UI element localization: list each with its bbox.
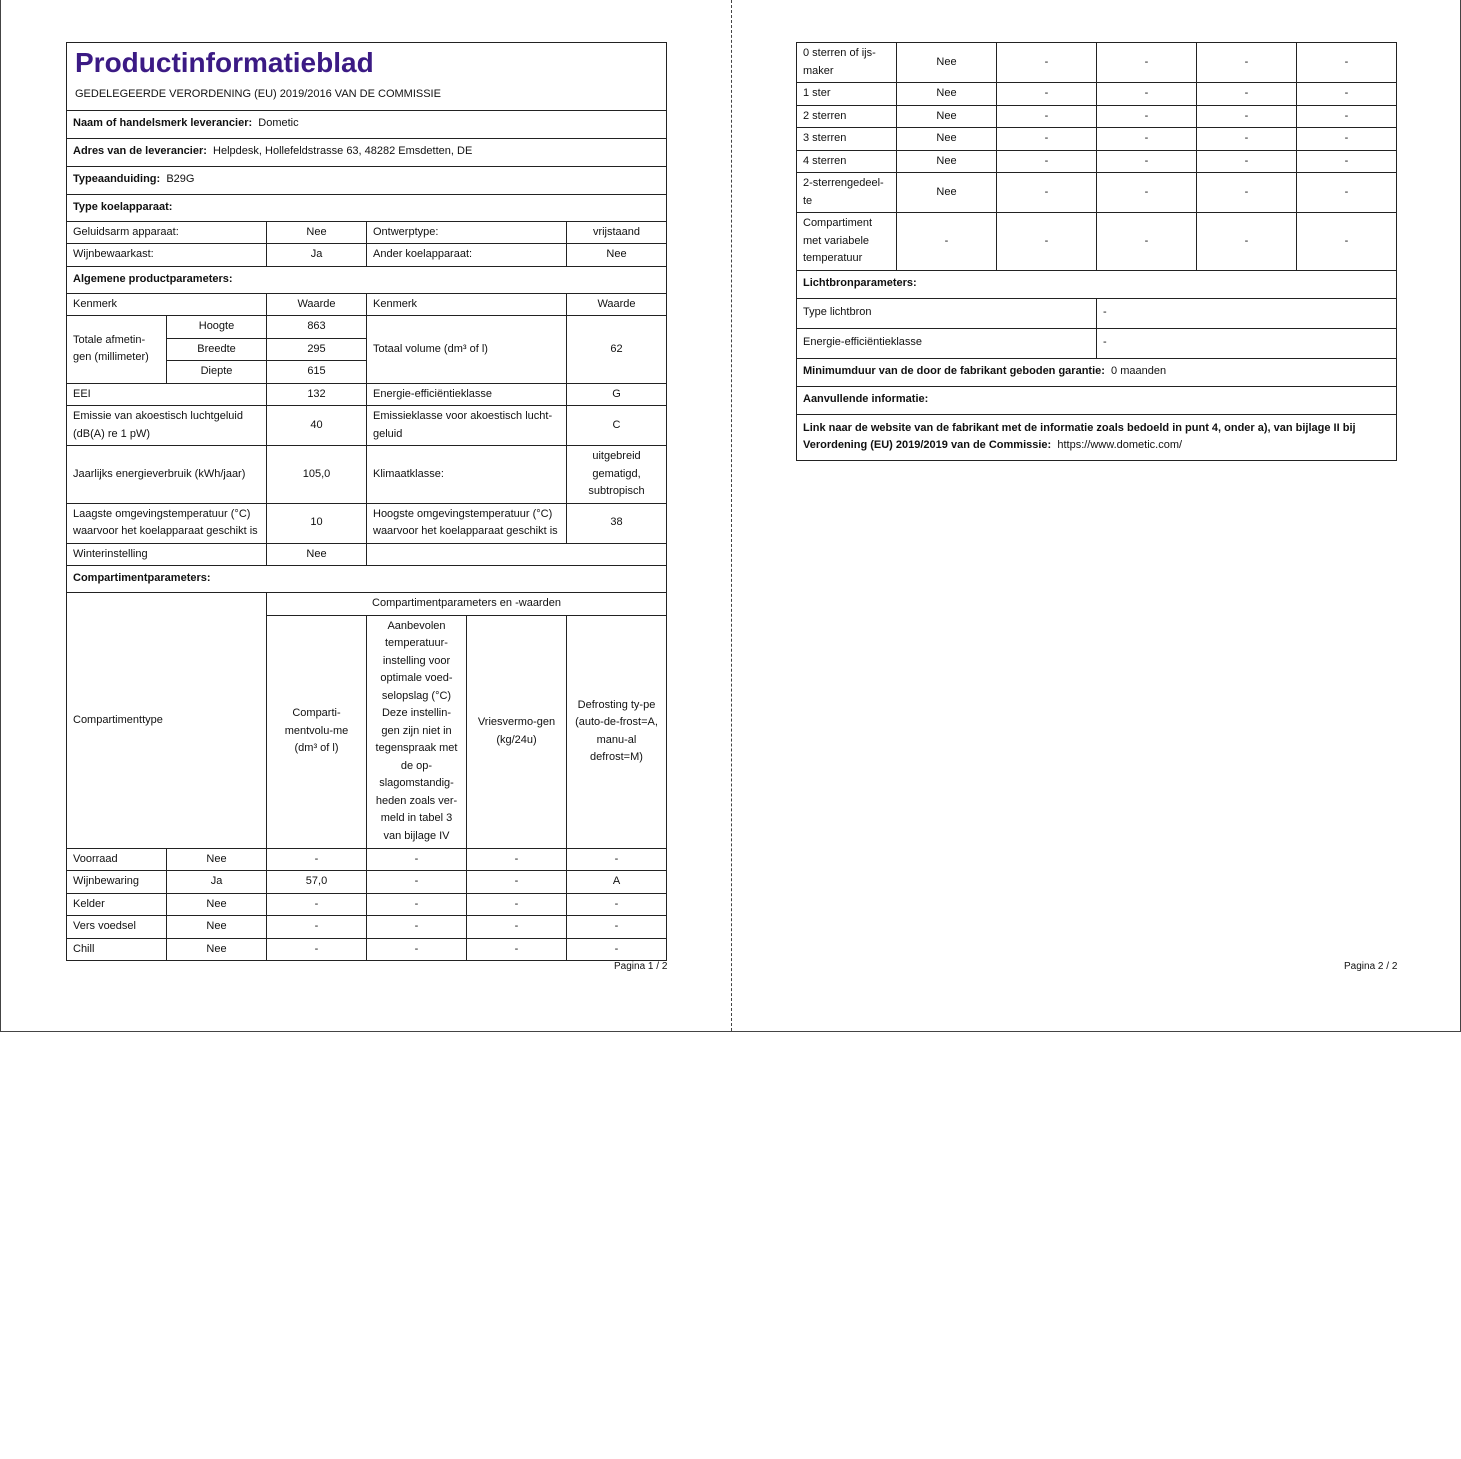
compartment-row	[67, 916, 667, 939]
noise-value: 40	[267, 406, 367, 446]
compartment-freeze: -	[467, 893, 567, 916]
compartment-value: -	[1297, 105, 1397, 128]
manufacturer-link[interactable]: https://www.dometic.com/	[1057, 439, 1183, 451]
max-temp-label: Hoogste omgevingstemperatuur (°C) waarvoor het koelapparaat geschikt is	[367, 503, 567, 543]
compartment-table-continued	[796, 42, 1397, 461]
compartment-name: 0 sterren of ijs-maker	[797, 43, 897, 83]
type-heading: Type koelapparaat:	[67, 194, 667, 221]
supplier-value: Dometic	[258, 117, 299, 130]
other-label: Ander koelapparaat:	[367, 244, 567, 267]
compartment-value: -	[1297, 83, 1397, 106]
compartment-value: -	[1197, 150, 1297, 173]
compartment-row	[67, 871, 667, 894]
noise-class-label: Emissieklasse voor akoestisch lucht-geluid	[367, 406, 567, 446]
compartment-freeze: -	[467, 871, 567, 894]
compartment-present: Nee	[167, 893, 267, 916]
comp-type-label: Compartimenttype	[67, 593, 267, 849]
compartment-name: Compartiment met variabele temperatuur	[797, 213, 897, 271]
compartment-value: -	[1297, 128, 1397, 151]
compartment-name: 2 sterren	[797, 105, 897, 128]
compartment-row	[797, 173, 1397, 213]
compartment-value: -	[1097, 128, 1197, 151]
compartment-value: -	[997, 105, 1097, 128]
compartment-temp: -	[367, 893, 467, 916]
compartment-present: Ja	[167, 871, 267, 894]
comp-defrost-header: Defrosting ty-pe (auto-de-frost=A, manu-al defrost=M)	[567, 615, 667, 848]
compartment-temp: -	[367, 916, 467, 939]
compartment-value: -	[1197, 213, 1297, 271]
comp-volume-header: Comparti-mentvolu-me (dm³ of l)	[267, 615, 367, 848]
compartment-value: -	[1097, 150, 1197, 173]
compartment-volume: -	[267, 938, 367, 961]
eei-label: EEI	[67, 383, 267, 406]
compartment-row	[797, 105, 1397, 128]
light-type-label: Type lichtbron	[797, 298, 1097, 328]
compartment-present: Nee	[167, 848, 267, 871]
compartment-freeze: -	[467, 938, 567, 961]
additional-heading: Aanvullende informatie:	[797, 386, 1397, 414]
compartment-temp: -	[367, 871, 467, 894]
compartment-value: -	[1097, 105, 1197, 128]
compartment-temp: -	[367, 938, 467, 961]
height-value: 863	[267, 316, 367, 339]
compartment-value: -	[1197, 173, 1297, 213]
climate-value: uitgebreid gematigd, subtropisch	[567, 446, 667, 504]
compartment-row	[67, 938, 667, 961]
compartment-volume: -	[267, 848, 367, 871]
compartment-value: -	[997, 83, 1097, 106]
col-value-right: Waarde	[567, 293, 667, 316]
energy-class-value: G	[567, 383, 667, 406]
compartment-defrost: -	[567, 848, 667, 871]
page-divider	[731, 0, 732, 1031]
compartment-present: Nee	[897, 43, 997, 83]
warranty-value: 0 maanden	[1111, 365, 1167, 378]
compartment-row	[67, 893, 667, 916]
compartment-present: Nee	[897, 173, 997, 213]
compartment-name: Voorraad	[67, 848, 167, 871]
width-label: Breedte	[167, 338, 267, 361]
energy-class-label: Energie-efficiëntieklasse	[367, 383, 567, 406]
annual-label: Jaarlijks energieverbruik (kWh/jaar)	[67, 446, 267, 504]
page-number-2: Pagina 2 / 2	[1344, 961, 1398, 972]
supplier-label: Naam of handelsmerk leverancier:	[73, 117, 253, 130]
page-2	[796, 42, 1396, 461]
compartment-value: -	[1297, 173, 1397, 213]
wine-label: Wijnbewaarkast:	[67, 244, 267, 267]
compartment-name: Chill	[67, 938, 167, 961]
compartment-present: Nee	[167, 938, 267, 961]
light-heading: Lichtbronparameters:	[797, 270, 1397, 298]
compartment-name: Wijnbewaring	[67, 871, 167, 894]
eei-value: 132	[267, 383, 367, 406]
compartment-defrost: A	[567, 871, 667, 894]
compartment-volume: -	[267, 916, 367, 939]
address-label: Adres van de leverancier:	[73, 145, 207, 158]
model-value: B29G	[166, 173, 195, 186]
comp-params-header: Compartimentparameters en -waarden	[267, 593, 667, 616]
winter-label: Winterinstelling	[67, 543, 267, 566]
compartment-value: -	[997, 173, 1097, 213]
compartment-heading: Compartimentparameters:	[67, 566, 667, 593]
page-number-1: Pagina 1 / 2	[614, 961, 668, 972]
compartment-value: -	[997, 150, 1097, 173]
compartment-value: -	[997, 213, 1097, 271]
design-label: Ontwerptype:	[367, 221, 567, 244]
annual-value: 105,0	[267, 446, 367, 504]
compartment-temp: -	[367, 848, 467, 871]
compartment-row	[67, 848, 667, 871]
noise-label: Emissie van akoestisch luchtgeluid (dB(A) re 1 pW)	[67, 406, 267, 446]
compartment-present: Nee	[897, 128, 997, 151]
volume-label: Totaal volume (dm³ of l)	[367, 316, 567, 384]
general-heading: Algemene productparameters:	[67, 266, 667, 293]
compartment-present: Nee	[167, 916, 267, 939]
climate-label: Klimaatklasse:	[367, 446, 567, 504]
compartment-present: Nee	[897, 83, 997, 106]
compartment-row	[797, 128, 1397, 151]
comp-freeze-header: Vriesvermo-gen (kg/24u)	[467, 615, 567, 848]
compartment-value: -	[1297, 150, 1397, 173]
compartment-value: -	[1097, 83, 1197, 106]
compartment-volume: -	[267, 893, 367, 916]
regulation-subtitle: GEDELEGEERDE VERORDENING (EU) 2019/2016 VAN DE COMMISSIE	[75, 88, 441, 100]
compartment-value: -	[1197, 128, 1297, 151]
noise-class-value: C	[567, 406, 667, 446]
compartment-value: -	[1297, 213, 1397, 271]
low-noise-value: Nee	[267, 221, 367, 244]
page-1	[66, 42, 666, 961]
compartment-value: -	[997, 43, 1097, 83]
compartment-row	[797, 83, 1397, 106]
link-label: Link naar de website van de fabrikant met de informatie zoals bedoeld in punt 4, onder a), van bijlage II bij Verordening (EU) 2019/2019 van de Commissie:	[803, 421, 1356, 451]
design-value: vrijstaand	[567, 221, 667, 244]
compartment-row	[797, 213, 1397, 271]
depth-label: Diepte	[167, 361, 267, 384]
compartment-value: -	[1297, 43, 1397, 83]
winter-value: Nee	[267, 543, 367, 566]
compartment-present: Nee	[897, 105, 997, 128]
compartment-name: 3 sterren	[797, 128, 897, 151]
compartment-name: 2-sterrengedeel-te	[797, 173, 897, 213]
max-temp-value: 38	[567, 503, 667, 543]
compartment-value: -	[1197, 43, 1297, 83]
other-value: Nee	[567, 244, 667, 267]
volume-value: 62	[567, 316, 667, 384]
model-label: Typeaanduiding:	[73, 173, 161, 186]
compartment-freeze: -	[467, 848, 567, 871]
dims-label: Totale afmetin-gen (millimeter)	[67, 316, 167, 384]
compartment-value: -	[1097, 173, 1197, 213]
compartment-defrost: -	[567, 938, 667, 961]
compartment-volume: 57,0	[267, 871, 367, 894]
low-noise-label: Geluidsarm apparaat:	[67, 221, 267, 244]
min-temp-label: Laagste omgevingstemperatuur (°C) waarvoor het koelapparaat geschikt is	[67, 503, 267, 543]
compartment-value: -	[1197, 105, 1297, 128]
compartment-value: -	[997, 128, 1097, 151]
page-title: Productinformatieblad	[75, 47, 374, 78]
col-value-left: Waarde	[267, 293, 367, 316]
compartment-name: 1 ster	[797, 83, 897, 106]
comp-temp-header: Aanbevolen temperatuur-instelling voor optimale voed-selopslag (°C) Deze instellin-gen zijn niet in tegenspraak met de op-slagomstandig-heden zoals ver-meld in tabel 3 van bijlage IV	[367, 615, 467, 848]
compartment-value: -	[1197, 83, 1297, 106]
col-feature-left: Kenmerk	[67, 293, 267, 316]
compartment-defrost: -	[567, 893, 667, 916]
compartment-present: Nee	[897, 150, 997, 173]
light-class-label: Energie-efficiëntieklasse	[797, 328, 1097, 358]
compartment-defrost: -	[567, 916, 667, 939]
min-temp-value: 10	[267, 503, 367, 543]
address-value: Helpdesk, Hollefeldstrasse 63, 48282 Emsdetten, DE	[213, 145, 473, 158]
height-label: Hoogte	[167, 316, 267, 339]
depth-value: 615	[267, 361, 367, 384]
col-feature-right: Kenmerk	[367, 293, 567, 316]
light-type-value: -	[1097, 298, 1397, 328]
compartment-row	[797, 43, 1397, 83]
compartment-name: Vers voedsel	[67, 916, 167, 939]
compartment-freeze: -	[467, 916, 567, 939]
compartment-value: -	[1097, 43, 1197, 83]
light-class-value: -	[1097, 328, 1397, 358]
wine-value: Ja	[267, 244, 367, 267]
compartment-value: -	[1097, 213, 1197, 271]
width-value: 295	[267, 338, 367, 361]
warranty-label: Minimumduur van de door de fabrikant geboden garantie:	[803, 365, 1105, 378]
compartment-name: 4 sterren	[797, 150, 897, 173]
compartment-present: -	[897, 213, 997, 271]
compartment-row	[797, 150, 1397, 173]
product-info-table	[66, 42, 667, 961]
compartment-name: Kelder	[67, 893, 167, 916]
